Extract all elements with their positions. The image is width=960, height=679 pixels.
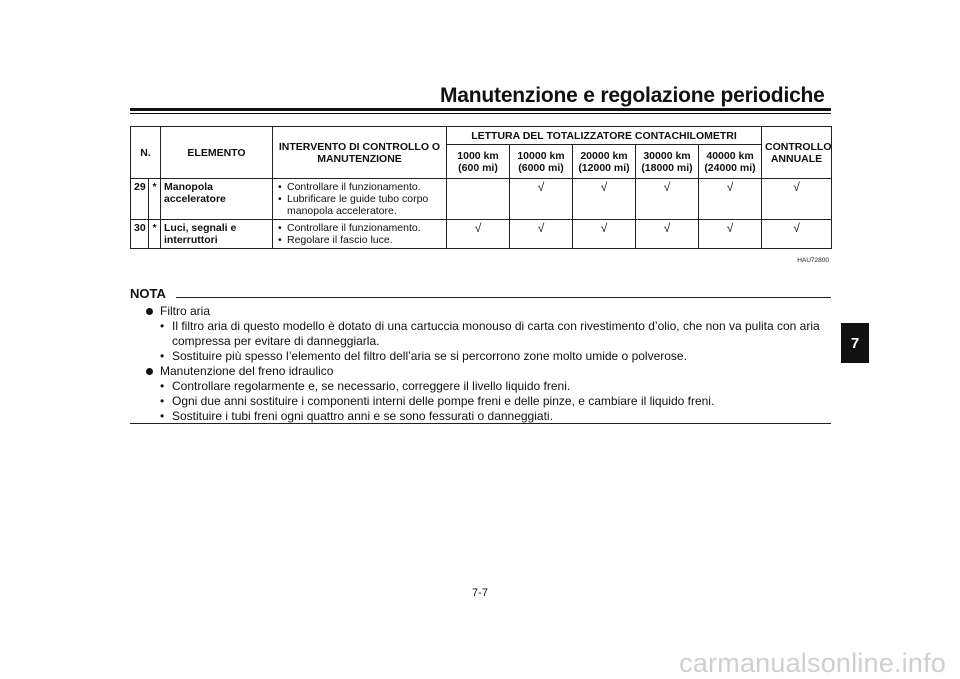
check-cell: √	[573, 179, 636, 220]
check-cell: √	[762, 179, 832, 220]
row-element: Manopola acceleratore	[161, 179, 273, 220]
bullet-icon: •	[160, 379, 165, 393]
header-intervention: INTERVENTO DI CONTROLLO O MANUTENZIONE	[273, 127, 447, 179]
row-actions	[273, 220, 447, 249]
row-element: Luci, segnali e interruttori	[161, 220, 273, 249]
bullet-icon	[146, 368, 153, 375]
bullet-icon: •	[160, 319, 165, 333]
title-rule-thin	[130, 113, 831, 114]
interval-header: 1000 km (600 mi)	[447, 145, 510, 179]
list-item: • Controllare regolarmente e, se necessario, correggere il livello liquido freni.	[160, 379, 571, 393]
page-number: 7-7	[472, 587, 488, 599]
interval-header: 30000 km (18000 mi)	[636, 145, 699, 179]
watermark: carmanualsonline.info	[679, 648, 946, 678]
check-cell: √	[447, 220, 510, 249]
action-item: • Controllare il funzionamento.	[276, 181, 443, 193]
interval-header: 40000 km (24000 mi)	[699, 145, 762, 179]
check-cell: √	[636, 220, 699, 249]
table-row	[131, 179, 832, 220]
header-odometer: LETTURA DEL TOTALIZZATORE CONTACHILOMETRI	[447, 127, 762, 145]
header-n: N.	[131, 127, 161, 179]
nota-body	[146, 304, 831, 424]
nota-rule	[176, 297, 831, 298]
interval-header: 20000 km (12000 mi)	[573, 145, 636, 179]
action-item: • Controllare il funzionamento.	[276, 222, 443, 234]
dealer-asterisk: *	[149, 220, 161, 249]
check-cell: √	[510, 179, 573, 220]
check-cell: √	[636, 179, 699, 220]
page-title: Manutenzione e regolazione periodiche	[440, 84, 825, 107]
action-item: • Lubrificare le guide tubo corpo manopola acceleratore.	[276, 193, 443, 217]
bullet-icon	[146, 308, 153, 315]
dealer-asterisk: *	[149, 179, 161, 220]
table-row	[131, 220, 832, 249]
list-item: Filtro aria	[146, 304, 831, 319]
bullet-icon: •	[160, 349, 165, 363]
bullet-icon: •	[160, 394, 165, 408]
row-actions	[273, 179, 447, 220]
check-cell: √	[573, 220, 636, 249]
maintenance-table	[130, 126, 832, 249]
list-item: • Sostituire più spesso l’elemento del filtro dell’aria se si percorrono zone molto umide o polverose.	[160, 349, 687, 363]
check-cell: √	[762, 220, 832, 249]
section-divider	[130, 423, 831, 424]
row-number: 30	[131, 220, 149, 249]
row-number: 29	[131, 179, 149, 220]
check-cell: √	[510, 220, 573, 249]
bullet-icon: •	[160, 409, 165, 423]
title-rule	[130, 108, 831, 111]
chapter-tab: 7	[841, 323, 869, 363]
check-cell: √	[699, 220, 762, 249]
check-cell	[447, 179, 510, 220]
check-cell: √	[699, 179, 762, 220]
action-item: • Regolare il fascio luce.	[276, 234, 443, 246]
header-annual: CONTROLLO ANNUALE	[762, 127, 832, 179]
interval-header: 10000 km (6000 mi)	[510, 145, 573, 179]
list-item: • Ogni due anni sostituire i componenti interni delle pompe freni e delle pinze, e cambiare il liquido freni.	[160, 394, 715, 408]
header-element: ELEMENTO	[161, 127, 273, 179]
list-item: • Il filtro aria di questo modello è dotato di una cartuccia monouso di carta con rivestimento d’olio, che non va pulita con aria compressa per evitare di danneggiarla.	[160, 319, 820, 348]
code-reference: HAU72800	[797, 257, 829, 264]
list-item: Manutenzione del freno idraulico	[146, 364, 831, 379]
nota-label: NOTA	[130, 286, 166, 301]
list-item: • Sostituire i tubi freni ogni quattro anni e se sono fessurati o danneggiati.	[160, 409, 553, 423]
